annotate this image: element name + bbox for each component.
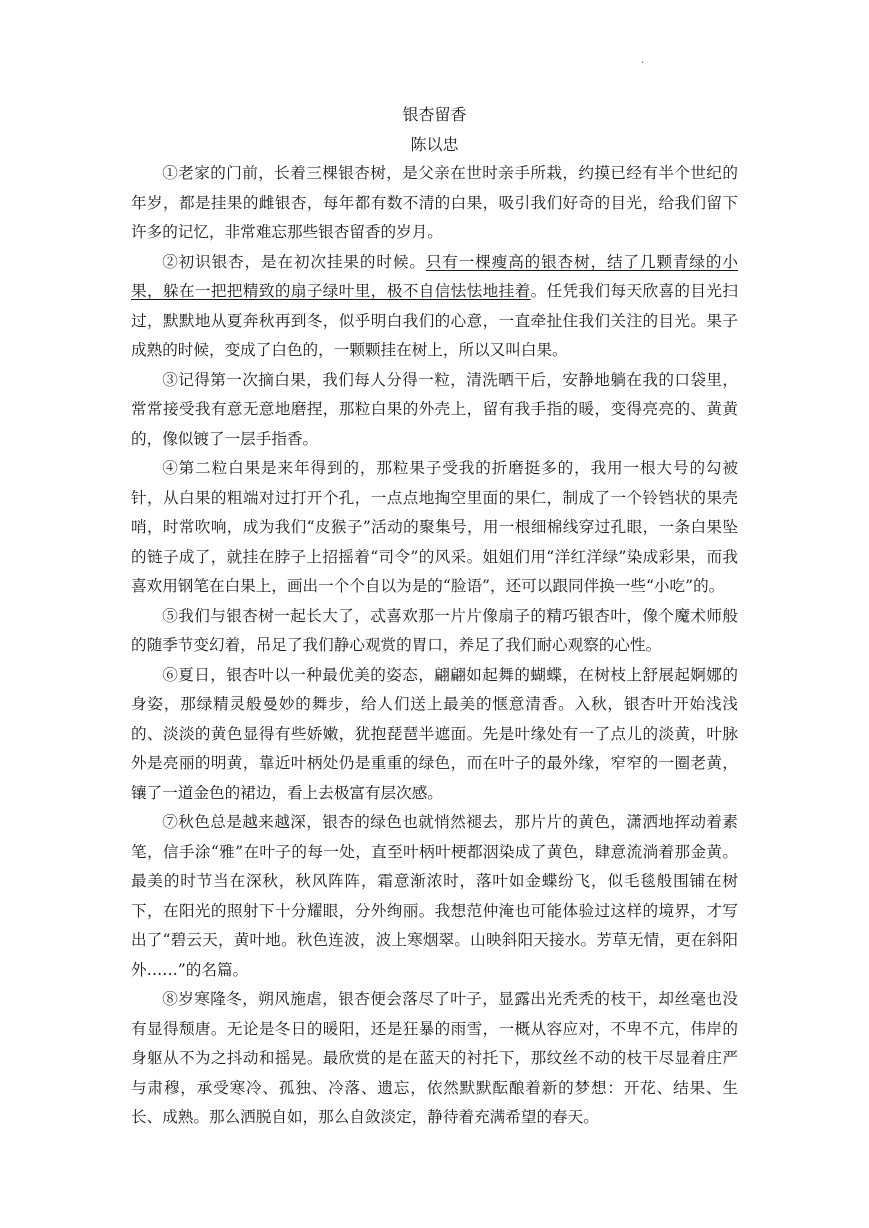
paragraph-4: ④第二粒白果是来年得到的，那粒果子受我的折磨挺多的，我用一根大号的勾被针，从白果的粗端对过打开个孔，一点点地掏空里面的果仁，制成了一个铃铛状的果壳哨，时常吹响，成为我们“皮猴子”活动的聚集号，用一根细棉线穿过孔眼，一条白果坠的链子成了，就挂在脖子上招摇着“司令”的风采。姐姐们用“洋红洋绿”染成彩果，而我喜欢用钢笔在白果上，画出一个个自以为是的“脸语”，还可以跟同伴换一些“小吃”的。 <box>131 459 738 595</box>
paragraph-8: ⑧岁寒隆冬，朔风施虐，银杏便会落尽了叶子，显露出光秃秃的枝干，却丝毫也没有显得颓唐。无论是冬日的暖阳，还是狂暴的雨雪，一概从容应对，不卑不亢，伟岸的身躯从不为之抖动和摇晃。最欣赏的是在蓝天的衬托下，那纹丝不动的枝干尽显着庄严与肃穆，承受寒冷、孤独、冷落、遗忘，依然默默酝酿着新的梦想：开花、结果、生长、成熟。那么洒脱自如，那么自敛淡定，静待着充满希望的春天。 <box>131 990 738 1126</box>
paragraph-3: ③记得第一次摘白果，我们每人分得一粒，清洗晒干后，安静地躺在我的口袋里，常常接受我有意无意地磨捏，那粒白果的外壳上，留有我手指的暖，变得亮亮的、黄黄的，像似镀了一层手指香。 <box>131 370 738 448</box>
article-body <box>131 159 738 1133</box>
paragraph-7: ⑦秋色总是越来越深，银杏的绿色也就悄然褪去，那片片的黄色，潇洒地挥动着素笔，信手涂“雅”在叶子的每一处，直至叶柄叶梗都洇染成了黄色，肆意流淌着那金黄。最美的时节当在深秋，秋风阵阵，霜意渐浓时，落叶如金蝶纷飞，似毛毯般围铺在树下，在阳光的照射下十分耀眼，分外绚丽。我想范仲淹也可能体验过这样的境界，才写出了“碧云天，黄叶地。秋色连波，波上寒烟翠。山映斜阳天接水。芳草无情，更在斜阳外……”的名篇。 <box>131 813 738 979</box>
paragraph-2 <box>131 248 738 366</box>
header-dot: . <box>641 55 645 66</box>
paragraph-1: ①老家的门前，长着三棵银杏树，是父亲在世时亲手所栽，约摸已经有半个世纪的年岁，都是挂果的雌银杏，每年都有数不清的白果，吸引我们好奇的目光，给我们留下许多的记忆，非常难忘那些银杏留香的岁月。 <box>131 164 738 241</box>
article-title: 银杏留香 <box>402 105 467 124</box>
paragraph-6: ⑥夏日，银杏叶以一种最优美的姿态，翩翩如起舞的蝴蝶，在树枝上舒展起婀娜的身姿，那绿精灵般曼妙的舞步，给人们送上最美的惬意清香。入秋，银杏叶开始浅浅的、淡淡的黄色显得有些娇嫩，犹抱琵琶半遮面。先是叶缘处有一了点儿的淡黄，叶脉外是亮丽的明黄，靠近叶柄处仍是重重的绿色，而在叶子的最外缘，窄窄的一圈老黄，镶了一道金色的裙边，看上去极富有层次感。 <box>131 665 738 802</box>
underlined-sentence: 只有一棵瘦高的银杏树，结了几颗青绿的小果，躲在一把把精致的扇子绿叶里，极不自信怯怯地挂着 <box>131 252 738 300</box>
article-author: 陈以忠 <box>410 135 459 154</box>
paragraph-5: ⑤我们与银杏树一起长大了，忒喜欢那一片片像扇子的精巧银杏叶，像个魔术师般的随季节变幻着，吊足了我们静心观赏的胃口，养足了我们耐心观察的心性。 <box>131 606 738 654</box>
paragraph-2-tail: 。任凭我们每天欣喜的目光扫过，默默地从夏奔秋再到冬，似乎明白我们的心意，一直牵扯住我们关注的目光。果子成熟的时候，变成了白色的，一颗颗挂在树上，所以又叫白果。 <box>131 282 738 359</box>
paragraph-2-lead: ②初识银杏，是在初次挂果的时候。 <box>162 252 426 271</box>
